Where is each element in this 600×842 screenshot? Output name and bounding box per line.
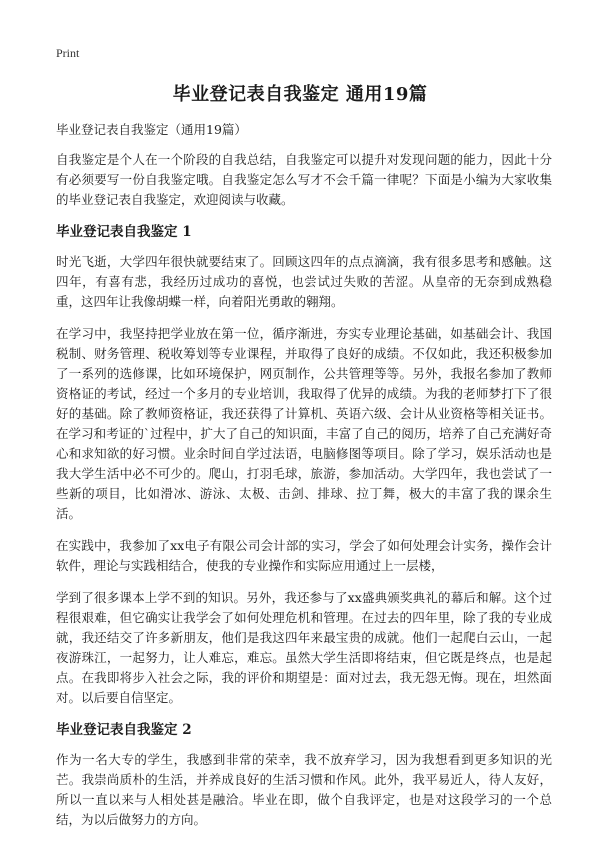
section1-paragraph-4: 学到了很多课本上学不到的知识。另外，我还参与了xx盛典颁奖典礼的幕后和解。这个过程很艰难，但它确实让我学会了如何处理危机和管理。在过去的四年里，除了我的专业成就，我还结交了许多新朋友，他们是我这四年来最宝贵的成就。他们一起爬白云山，一起夜游珠江，一起努力，让人难忘，难忘。虽然大学生活即将结束，但它既是终点，也是起点。在我即将步入社会之际，我的评价和期望是：面对过去，我无怨无悔。现在，坦然面对。以后要自信坚定。 (56, 590, 552, 705)
print-link[interactable]: Print (56, 46, 80, 60)
section-heading-2: 毕业登记表自我鉴定 2 (56, 722, 192, 738)
intro-paragraph: 自我鉴定是个人在一个阶段的自我总结，自我鉴定可以提升对发现问题的能力，因此十分有必须要写一份自我鉴定哦。自我鉴定怎么写才不会千篇一律呢？下面是小编为大家收集的毕业登记表自我鉴定，欢迎阅读与收藏。 (56, 152, 552, 207)
article-body (56, 150, 552, 842)
section2-paragraph-1: 作为一名大专的学生，我感到非常的荣幸，我不放弃学习，因为我想看到更多知识的光芒。我崇尚质朴的生活，并养成良好的生活习惯和作风。此外，我平易近人，待人友好，所以一直以来与人相处甚是融洽。毕业在即，做个自我评定，也是对这段学习的一个总结，为以后做努力的方向。 (56, 752, 552, 827)
section-heading-1: 毕业登记表自我鉴定 1 (56, 224, 192, 240)
section1-paragraph-1: 时光飞逝，大学四年很快就要结束了。回顾这四年的点点滴滴，我有很多思考和感触。这四年，有喜有悲，我经历过成功的喜悦，也尝试过失败的苦涩。从皇帝的无奈到成熟稳重，这四年让我像胡蝶一样，向着阳光勇敢的翱翔。 (56, 254, 552, 309)
page-title: 毕业登记表自我鉴定 通用19篇 (172, 84, 428, 105)
document-subtitle: 毕业登记表自我鉴定（通用19篇） (56, 122, 247, 137)
section1-paragraph-3: 在实践中，我参加了xx电子有限公司会计部的实习，学会了如何处理会计实务，操作会计软件，理论与实践相结合，使我的专业操作和实际应用通过上一层楼， (56, 538, 552, 573)
section1-paragraph-2: 在学习中，我坚持把学业放在第一位，循序渐进，夯实专业理论基础，如基础会计、我国税制、财务管理、税收筹划等专业课程，并取得了良好的成绩。不仅如此，我还积极参加了一系列的选修课，比如环境保护，网页制作，公共管理等等。另外，我报名参加了教师资格证的考试，经过一个多月的专业培训，我取得了优异的成绩。为我的老师梦打下了很好的基础。除了教师资格证，我还获得了计算机、英语六级、会计从业资格等相关证书。在学习和考证的`过程中，扩大了自己的知识面，丰富了自己的阅历，培养了自己充满好奇心和求知欲的好习惯。业余时间自学过法语，电脑修图等项目。除了学习，娱乐活动也是我大学生活中必不可少的。爬山，打羽毛球，旅游，参加活动。大学四年，我也尝试了一些新的项目，比如滑冰、游泳、太极、击剑、排球、拉丁舞，极大的丰富了我的课余生活。 (56, 326, 552, 521)
